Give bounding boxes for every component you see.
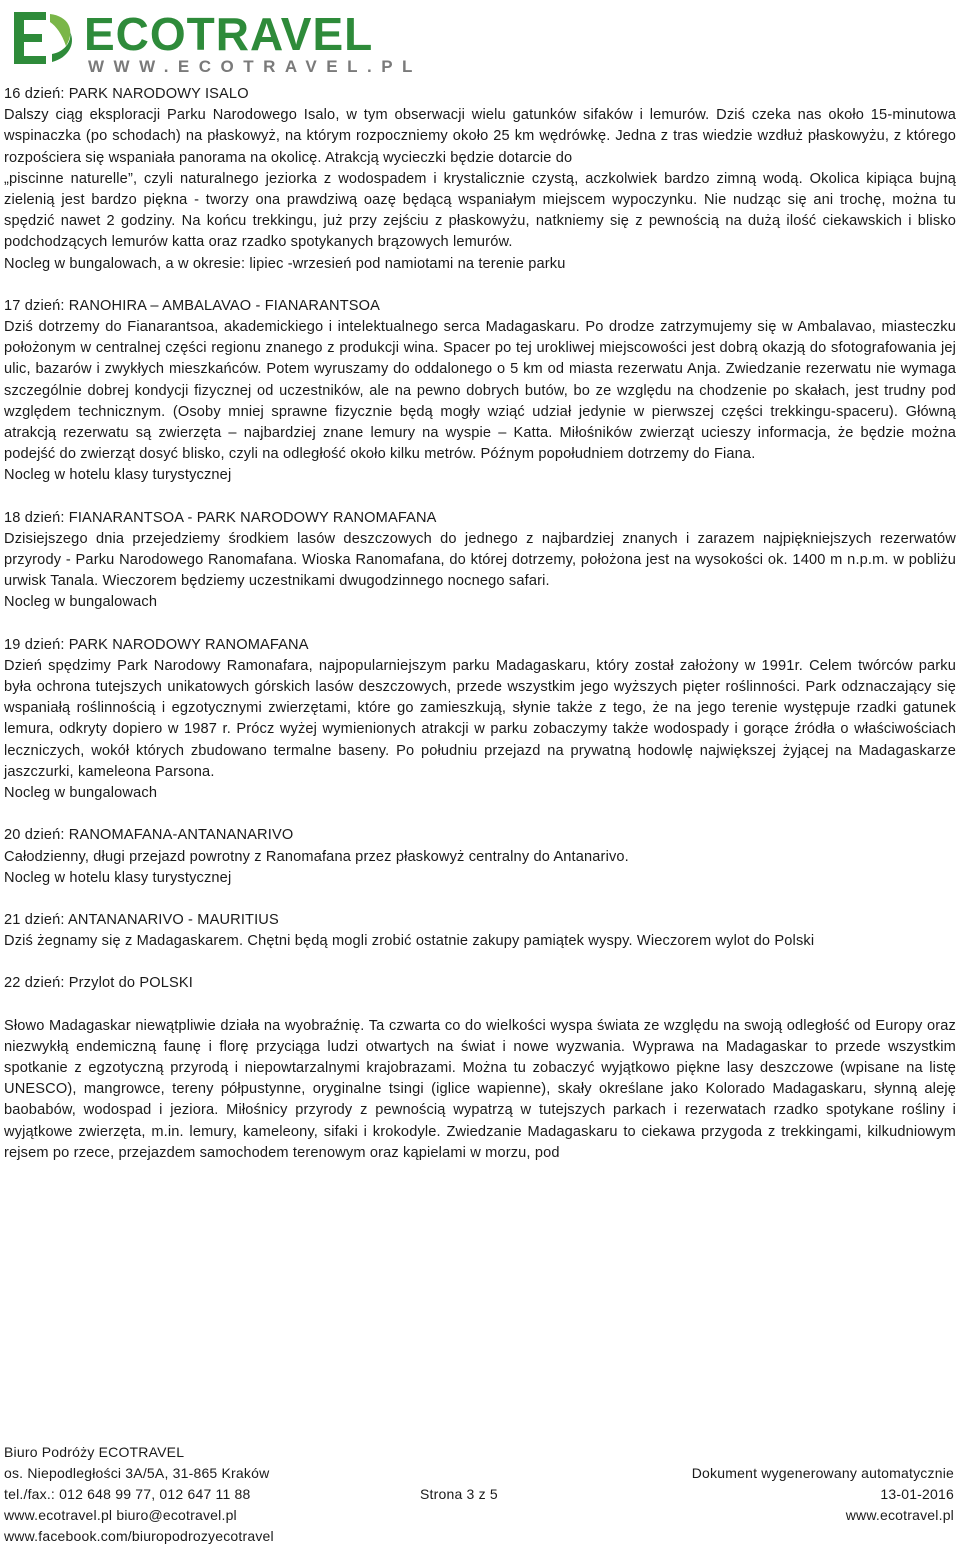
section-gap	[4, 614, 956, 635]
day-paragraph: Całodzienny, długi przejazd powrotny z Ranomafana przez płaskowyż centralny do Antanarivo.	[4, 848, 629, 865]
footer-phone: tel./fax.: 012 648 99 77, 012 647 11 88	[4, 1486, 251, 1502]
section-gap	[4, 952, 956, 973]
section-gap	[4, 889, 956, 910]
day-paragraph: Dziś żegnamy się z Madagaskarem. Chętni będą mogli zrobić ostatnie zakupy pamiątek wyspy. Wieczorem wylot do Polski	[4, 933, 815, 950]
day-title: 21 dzień: ANTANANARIVO - MAURITIUS	[4, 911, 279, 928]
logo-url: WWW.ECOTRAVEL.PL	[88, 57, 422, 76]
day-title: 19 dzień: PARK NARODOWY RANOMAFANA	[4, 636, 309, 653]
page-number: Strona 3 z 5	[420, 1486, 498, 1502]
day-title: 22 dzień: Przylot do POLSKI	[4, 975, 194, 992]
leaf-emblem-icon	[14, 12, 72, 64]
day-paragraph: Nocleg w bungalowach, a w okresie: lipiec -wrzesień pod namiotami na terenie parku	[4, 255, 566, 272]
footer-site[interactable]: www.ecotravel.pl	[845, 1507, 954, 1523]
day-paragraph: Nocleg w bungalowach	[4, 594, 158, 611]
footer-page-number	[420, 1484, 560, 1505]
footer-meta	[624, 1463, 954, 1526]
day-paragraph: Dalszy ciąg eksploracji Parku Narodowego Isalo, w tym obserwacji wielu gatunków sifaków i lemurów. Dziś czeka nas około 15-minutowa wspinaczka (po schodach) na płaskowyż, na którym rozpoczniemy około 25 km wędrówkę. Jedna z tras wiedzie wzdłuż płaskowyżu, z którego rozpościera się wspaniała panorama na okolicę. Atrakcją wycieczki będzie dotarcie do	[4, 107, 956, 166]
footer-address: os. Niepodległości 3A/5A, 31-865 Kraków	[4, 1465, 270, 1481]
day-paragraph: „piscinne naturelle”, czyli naturalnego jeziorka z wodospadem i krystalicznie czystą, aczkolwiek bardzo zimną wodą. Okolica kipiąca bujną zielenią jest bardzo piękna - tworzy ona prawdziwą oazę będącą wspaniałym miejscem wypoczynku. Nie nudząc się ani trochę, można tu spędzić nawet 2 godziny. Na końcu trekkingu, już przy zejściu z płaskowyżu, natkniemy się z pewnością na dużą ilość ciekawskich i blisko podchodzących lemurów katta oraz rzadko spotykanych brązowych lemurów.	[4, 170, 956, 251]
summary-paragraph: Słowo Madagaskar niewątpliwie działa na wyobraźnię. Ta czwarta co do wielkości wyspa świata ze względu na swoją odległość od Europy oraz niezwykłą endemiczną faunę i florę przyciąga ludzi otwartych na świat i nowe wyzwania. Wyprawa na Madagaskar to przede wszystkim spotkanie z egzotyczną przyrodą i niepowtarzalnymi krajobrazami. Można tu zobaczyć wyjątkowo piękne lasy deszczowe (wpisane na listę UNESCO), mangrowce, tereny półpustynne, oryginalne tsingi (iglice wapienne), skały określane jako Kolorado Madagaskaru, słynną aleję baobabów, wodospad i jeziora. Miłośnicy przyrody z pewnością wypatrzą w tutejszych parkach i rezerwatach rzadko spotykane rośliny i wyjątkowe zwierzęta, m.in. lemury, kameleony, sifaki i krokodyle. Zwiedzanie Madagaskaru to ciekawa przygoda z trekkingami, kilkudniowym rejsem po rzece, przejazdem samochodem terenowym oraz kąpielami w morzu, pod	[4, 1017, 956, 1161]
day-title: 18 dzień: FIANARANTSOA - PARK NARODOWY RANOMAFANA	[4, 509, 437, 526]
ecotravel-logo-icon	[6, 4, 466, 76]
footer-web-email[interactable]: www.ecotravel.pl biuro@ecotravel.pl	[4, 1507, 237, 1523]
day-paragraph: Nocleg w hotelu klasy turystycznej	[4, 467, 232, 484]
section-gap	[4, 804, 956, 825]
day-paragraph: Dzisiejszego dnia przejedziemy środkiem lasów deszczowych do jednego z najbardziej znanych i zarazem najpiękniejszych rezerwatów przyrody - Parku Narodowego Ranomafana. Wioska Ranomafana, do której dotrzemy, położona jest na wysokości ok. 1400 m n.p.m. w pobliżu urwisk Tanala. Wieczorem będziemy uczestnikami dwugodzinnego nocnego safari.	[4, 530, 956, 590]
section-gap	[4, 487, 956, 508]
itinerary-content	[4, 84, 956, 1164]
footer-company: Biuro Podróży ECOTRAVEL	[4, 1444, 185, 1460]
section-gap	[4, 275, 956, 296]
footer-contact	[4, 1442, 384, 1547]
day-paragraph: Dzień spędzimy Park Narodowy Ramonafara, najpopularniejszym parku Madagaskaru, który został założony w 1991r. Celem twórców parku była ochrona tutejszych unikatowych górskich lasów deszczowych, przede wszystkim jego wyższych pięter roślinności. Park odznaczający się wspaniałą roślinnością i egzotycznymi zwierzętami, które go zamieszkują, słynie także z tego, że na jego terenie występuje rzadki gatunek lemura, odkryty dopiero w 1987 r. Prócz wyżej wymienionych atrakcji w parku zobaczymy także wodospady i gorące źródła o właściwościach leczniczych, wokół których zbudowano termalne baseny. Po południu przejazd na prywatną hodowlę największej żyjącej na Madagaskarze jaszczurki, kameleona Parsona.	[4, 657, 956, 780]
logo-wordmark: ECOTRAVEL	[84, 8, 374, 60]
day-title: 16 dzień: PARK NARODOWY ISALO	[4, 86, 249, 102]
section-gap	[4, 995, 956, 1016]
footer-facebook[interactable]: www.facebook.com/biuropodrozyecotravel	[4, 1528, 274, 1544]
day-paragraph: Nocleg w hotelu klasy turystycznej	[4, 869, 232, 886]
footer-generated: Dokument wygenerowany automatycznie	[691, 1465, 954, 1481]
footer-date: 13-01-2016	[880, 1486, 954, 1502]
day-title: 17 dzień: RANOHIRA – AMBALAVAO - FIANARANTSOA	[4, 297, 381, 314]
day-paragraph: Nocleg w bungalowach	[4, 785, 158, 802]
day-paragraph: Dziś dotrzemy do Fianarantsoa, akademickiego i intelektualnego serca Madagaskaru. Po drodze zatrzymujemy się w Ambalavao, miasteczku położonym w centralnej części regionu znanego z produkcji wina. Spacer po tej urokliwej miejscowości jest dobrą okazją do sfotografowania jej ulic, bazarów i zwykłych mieszkańców. Potem wyruszamy do oddalonego o 5 km od miasta rezerwatu Anja. Zwiedzanie rezerwatu nie wymaga szczególnie dobrej kondycji fizycznej od uczestników, ale na pewno dobrych butów, bo ze względu na chodzenie po skałach, jest trudny pod względem technicznym. (Osoby mniej sprawne fizycznie będą mogły wziąć udział jedynie w pierwszej części trekkingu-spaceru). Główną atrakcją rezerwatu są zwierzęta – najbardziej znane lemury na wyspie – Katta. Miłośników zwierząt ucieszy informacja, że będzie można podejść do zwierząt dosyć blisko, czyli na odległość około kilku metrów. Późnym popołudniem dotrzemy do Fiana.	[4, 319, 956, 463]
ecotravel-logo	[6, 4, 466, 76]
day-title: 20 dzień: RANOMAFANA-ANTANANARIVO	[4, 827, 294, 844]
